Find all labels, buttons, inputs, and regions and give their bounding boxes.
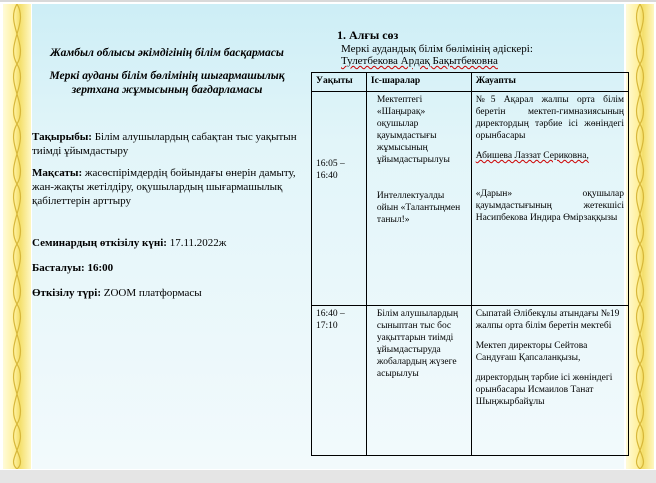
right-column — [311, 28, 631, 67]
org-heading: Жамбыл облысы әкімдігінің білім басқармасы — [50, 47, 284, 59]
row1-event-2: Интеллектуалды ойын «Талантыңмен таныл!» — [376, 191, 461, 225]
start-field — [32, 261, 302, 275]
row1-resp-2: Абишева Лаззат Сериковна, — [475, 151, 589, 161]
header-time: Уақыты — [312, 73, 367, 92]
row1-event-1: Мектептегі «Шаңырақ» оқушылар қауымдастығы жұмысының ұйымдастырылуы — [376, 95, 450, 165]
left-column — [32, 40, 302, 300]
advisor-line-2-wrap — [341, 55, 631, 67]
topic-label: Тақырыбы: — [32, 131, 92, 143]
date-value: 17.11.2022ж — [169, 237, 227, 249]
row1-time: 16:05 – 16:40 — [316, 159, 345, 181]
goal-value: жасөспірімдердің бойындағы өнерін дамыту, жан-жақты жетілдіру, оқушылардың шығармашылық қабілеттерін арттыру — [32, 167, 296, 207]
row2-time: 16:40 – 17:10 — [316, 309, 345, 331]
row2-resp-2: Мектеп директоры Сейтова Сандуғаш Қапсаланқызы, — [475, 341, 588, 363]
header-events: Іс-шаралар — [366, 73, 471, 92]
ornament-pattern-icon — [3, 4, 31, 469]
advisor-name: Тулетбекова Ардақ Бақытбековна — [341, 55, 498, 67]
topic-value: Білім алушылардың сабақтан тыс уақытын тиімді ұйымдастыру — [32, 131, 297, 157]
start-label: Басталуы: — [32, 262, 85, 274]
table-row — [312, 92, 629, 306]
page-bottom-gap — [0, 470, 656, 483]
row2-events-cell — [366, 306, 471, 456]
section-title: 1. Алғы сөз — [337, 28, 399, 42]
row2-resp-1: Сыпатай Әлібекұлы атындағы №19 жалпы орта білім беретін мектебі — [475, 309, 620, 331]
row2-time-cell — [312, 306, 367, 456]
row1-responsible-cell — [471, 92, 628, 306]
topic-field — [32, 130, 302, 158]
left-ornament-border — [3, 4, 31, 469]
right-ornament-border — [626, 4, 654, 469]
format-label: Өткізілу түрі: — [32, 287, 101, 299]
date-label: Семинардың өткізілу күні: — [32, 237, 167, 249]
goal-field — [32, 166, 302, 208]
start-value: 16:00 — [87, 262, 114, 274]
table-header-row — [312, 73, 629, 92]
program-heading: Меркі ауданы білім бөлімінің шығармашылық зертхана жұмысының бағдарламасы — [49, 70, 285, 96]
date-field — [32, 236, 302, 250]
ornament-pattern-icon — [626, 4, 654, 469]
goal-label: Мақсаты: — [32, 167, 83, 179]
table-row — [312, 306, 629, 456]
header-responsible: Жауапты — [471, 73, 628, 92]
top-border — [0, 0, 656, 2]
format-value: ZOOM платформасы — [103, 287, 202, 299]
row1-resp-1: №5 Ақарал жалпы орта білім беретін мектеп-гимназиясының директордың тәрбие ісі жөніндегі орынбасары — [475, 95, 624, 141]
row2-responsible-cell — [471, 306, 628, 456]
row2-event-1: Білім алушылардың сыныптан тыс бос уақыттарын тиімді ұйымдастыруда жобалардың жүзеге асырылуы — [376, 309, 459, 379]
row1-resp-3: «Дарын» оқушылар қауымдастығының жетекшісі Насипбекова Индира Өмірзаққызы — [475, 189, 624, 223]
format-field — [32, 286, 302, 300]
schedule-table — [311, 72, 629, 456]
row2-resp-3: директордың тәрбие ісі жөніндегі орынбасары Исмаилов Танат Шыңжырбайұлы — [475, 373, 613, 407]
row1-time-cell — [312, 92, 367, 306]
row1-events-cell — [366, 92, 471, 306]
advisor-line-1: Меркі аудандық білім бөлімінің әдіскері: — [341, 43, 533, 55]
